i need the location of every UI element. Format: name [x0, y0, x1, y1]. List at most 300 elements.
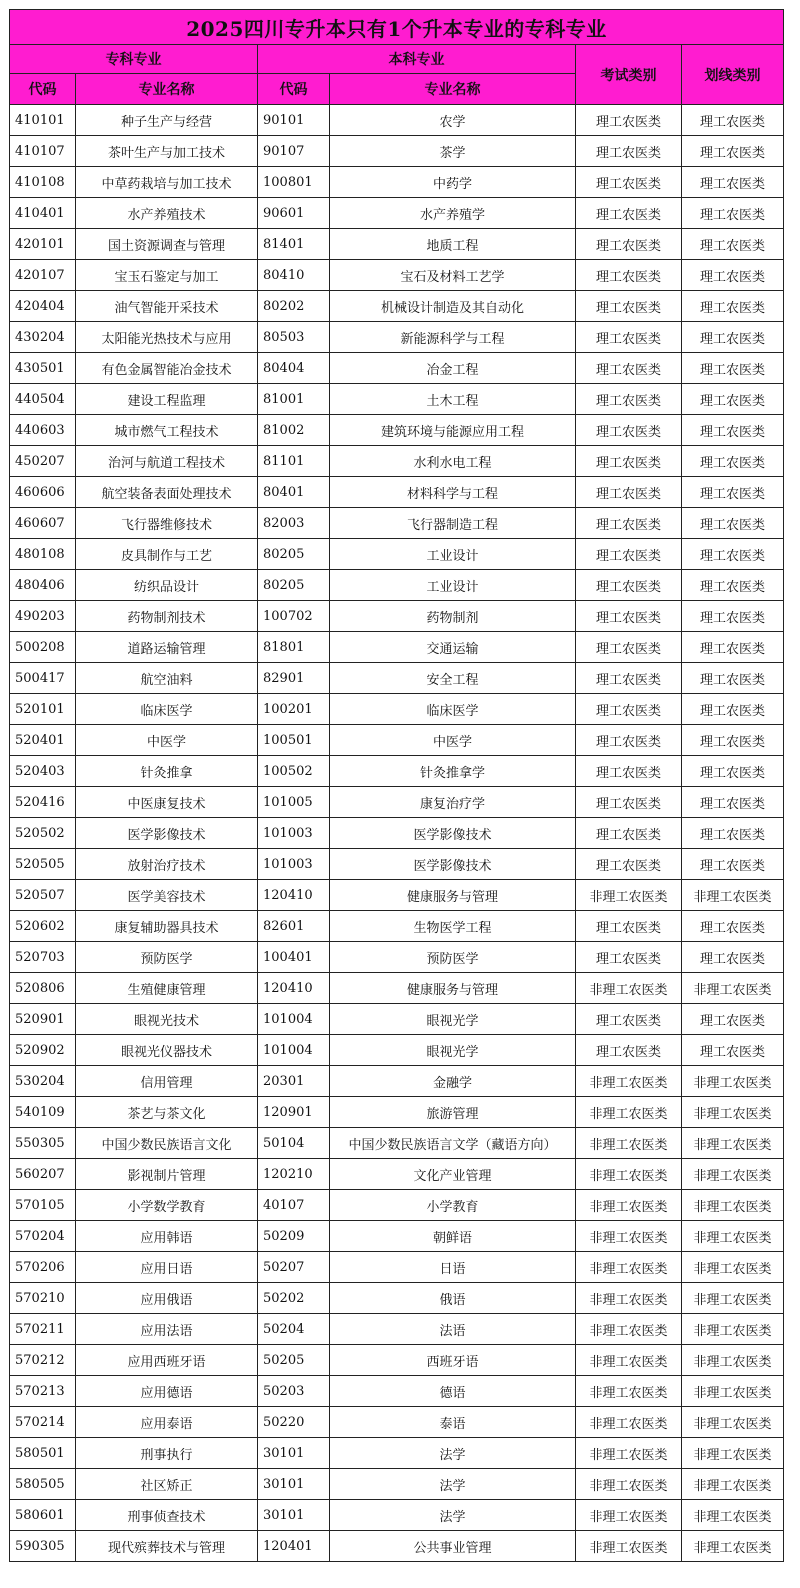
line-category-cell: 理工农医类	[682, 849, 784, 880]
benke-name-cell: 康复治疗学	[330, 787, 576, 818]
benke-name-cell: 中国少数民族语言文学（藏语方向）	[330, 1128, 576, 1159]
benke-code-cell: 120210	[258, 1159, 330, 1190]
benke-code-cell: 80202	[258, 291, 330, 322]
line-category-cell: 非理工农医类	[682, 1128, 784, 1159]
header-benke-group: 本科专业	[258, 45, 576, 74]
exam-category-cell: 理工农医类	[576, 291, 682, 322]
benke-code-cell: 82601	[258, 911, 330, 942]
zhuanke-name-cell: 航空油料	[76, 663, 258, 694]
exam-category-cell: 非理工农医类	[576, 1531, 682, 1562]
zhuanke-name-cell: 应用韩语	[76, 1221, 258, 1252]
zhuanke-name-cell: 油气智能开采技术	[76, 291, 258, 322]
zhuanke-name-cell: 中国少数民族语言文化	[76, 1128, 258, 1159]
table-row	[10, 1469, 784, 1500]
line-category-cell: 非理工农医类	[682, 1376, 784, 1407]
table-row	[10, 1221, 784, 1252]
exam-category-cell: 非理工农医类	[576, 1097, 682, 1128]
benke-name-cell: 针灸推拿学	[330, 756, 576, 787]
exam-category-cell: 理工农医类	[576, 756, 682, 787]
benke-code-cell: 101004	[258, 1004, 330, 1035]
zhuanke-code-cell: 570212	[10, 1345, 76, 1376]
exam-category-cell: 理工农医类	[576, 105, 682, 136]
zhuanke-name-cell: 应用法语	[76, 1314, 258, 1345]
table-row	[10, 322, 784, 353]
table-row	[10, 1531, 784, 1562]
zhuanke-name-cell: 治河与航道工程技术	[76, 446, 258, 477]
line-category-cell: 理工农医类	[682, 415, 784, 446]
exam-category-cell: 理工农医类	[576, 167, 682, 198]
zhuanke-code-cell: 520602	[10, 911, 76, 942]
benke-code-cell: 82003	[258, 508, 330, 539]
benke-code-cell: 40107	[258, 1190, 330, 1221]
benke-code-cell: 80404	[258, 353, 330, 384]
table-row	[10, 384, 784, 415]
line-category-cell: 理工农医类	[682, 384, 784, 415]
exam-category-cell: 理工农医类	[576, 539, 682, 570]
zhuanke-name-cell: 放射治疗技术	[76, 849, 258, 880]
table-title: 2025四川专升本只有1个升本专业的专科专业	[10, 10, 784, 45]
zhuanke-name-cell: 水产养殖技术	[76, 198, 258, 229]
line-category-cell: 非理工农医类	[682, 1221, 784, 1252]
zhuanke-code-cell: 520902	[10, 1035, 76, 1066]
zhuanke-code-cell: 520703	[10, 942, 76, 973]
zhuanke-code-cell: 520505	[10, 849, 76, 880]
line-category-cell: 理工农医类	[682, 911, 784, 942]
zhuanke-name-cell: 预防医学	[76, 942, 258, 973]
benke-name-cell: 朝鲜语	[330, 1221, 576, 1252]
zhuanke-name-cell: 生殖健康管理	[76, 973, 258, 1004]
table-row	[10, 601, 784, 632]
benke-code-cell: 82901	[258, 663, 330, 694]
benke-code-cell: 100801	[258, 167, 330, 198]
exam-category-cell: 理工农医类	[576, 136, 682, 167]
benke-name-cell: 地质工程	[330, 229, 576, 260]
table-row	[10, 1252, 784, 1283]
benke-name-cell: 交通运输	[330, 632, 576, 663]
zhuanke-code-cell: 530204	[10, 1066, 76, 1097]
table-row	[10, 167, 784, 198]
zhuanke-name-cell: 道路运输管理	[76, 632, 258, 663]
table-row	[10, 136, 784, 167]
zhuanke-code-cell: 420107	[10, 260, 76, 291]
line-category-cell: 理工农医类	[682, 818, 784, 849]
zhuanke-code-cell: 440504	[10, 384, 76, 415]
exam-category-cell: 理工农医类	[576, 260, 682, 291]
benke-name-cell: 安全工程	[330, 663, 576, 694]
benke-code-cell: 50204	[258, 1314, 330, 1345]
zhuanke-name-cell: 信用管理	[76, 1066, 258, 1097]
benke-name-cell: 德语	[330, 1376, 576, 1407]
table-row	[10, 1004, 784, 1035]
zhuanke-code-cell: 570204	[10, 1221, 76, 1252]
benke-code-cell: 50203	[258, 1376, 330, 1407]
zhuanke-code-cell: 500417	[10, 663, 76, 694]
header-zhuanke-name: 专业名称	[76, 74, 258, 105]
zhuanke-code-cell: 430204	[10, 322, 76, 353]
table-row	[10, 973, 784, 1004]
line-category-cell: 理工农医类	[682, 353, 784, 384]
zhuanke-code-cell: 550305	[10, 1128, 76, 1159]
table-row	[10, 570, 784, 601]
line-category-cell: 非理工农医类	[682, 1407, 784, 1438]
benke-code-cell: 120901	[258, 1097, 330, 1128]
benke-code-cell: 90101	[258, 105, 330, 136]
line-category-cell: 理工农医类	[682, 291, 784, 322]
exam-category-cell: 非理工农医类	[576, 1252, 682, 1283]
benke-code-cell: 50205	[258, 1345, 330, 1376]
line-category-cell: 非理工农医类	[682, 880, 784, 911]
line-category-cell: 非理工农医类	[682, 1345, 784, 1376]
line-category-cell: 非理工农医类	[682, 1531, 784, 1562]
exam-category-cell: 理工农医类	[576, 632, 682, 663]
benke-name-cell: 工业设计	[330, 570, 576, 601]
exam-category-cell: 理工农医类	[576, 446, 682, 477]
zhuanke-code-cell: 570105	[10, 1190, 76, 1221]
zhuanke-code-cell: 560207	[10, 1159, 76, 1190]
benke-name-cell: 宝石及材料工艺学	[330, 260, 576, 291]
benke-name-cell: 小学教育	[330, 1190, 576, 1221]
benke-name-cell: 土木工程	[330, 384, 576, 415]
table-row	[10, 849, 784, 880]
zhuanke-code-cell: 520403	[10, 756, 76, 787]
exam-category-cell: 非理工农医类	[576, 1221, 682, 1252]
zhuanke-code-cell: 580505	[10, 1469, 76, 1500]
exam-category-cell: 理工农医类	[576, 725, 682, 756]
zhuanke-name-cell: 针灸推拿	[76, 756, 258, 787]
zhuanke-name-cell: 应用西班牙语	[76, 1345, 258, 1376]
zhuanke-name-cell: 航空装备表面处理技术	[76, 477, 258, 508]
zhuanke-code-cell: 580601	[10, 1500, 76, 1531]
exam-category-cell: 理工农医类	[576, 415, 682, 446]
zhuanke-code-cell: 490203	[10, 601, 76, 632]
zhuanke-code-cell: 420101	[10, 229, 76, 260]
exam-category-cell: 非理工农医类	[576, 880, 682, 911]
exam-category-cell: 理工农医类	[576, 1035, 682, 1066]
exam-category-cell: 非理工农医类	[576, 1283, 682, 1314]
line-category-cell: 非理工农医类	[682, 1159, 784, 1190]
benke-name-cell: 药物制剂	[330, 601, 576, 632]
zhuanke-name-cell: 纺织品设计	[76, 570, 258, 601]
zhuanke-code-cell: 580501	[10, 1438, 76, 1469]
zhuanke-code-cell: 450207	[10, 446, 76, 477]
table-row	[10, 229, 784, 260]
line-category-cell: 非理工农医类	[682, 1066, 784, 1097]
zhuanke-code-cell: 570210	[10, 1283, 76, 1314]
benke-name-cell: 法语	[330, 1314, 576, 1345]
zhuanke-code-cell: 480108	[10, 539, 76, 570]
benke-name-cell: 西班牙语	[330, 1345, 576, 1376]
benke-code-cell: 100702	[258, 601, 330, 632]
benke-code-cell: 50207	[258, 1252, 330, 1283]
table-row	[10, 1066, 784, 1097]
benke-code-cell: 30101	[258, 1438, 330, 1469]
exam-category-cell: 理工农医类	[576, 229, 682, 260]
table-row	[10, 105, 784, 136]
zhuanke-code-cell: 520806	[10, 973, 76, 1004]
exam-category-cell: 理工农医类	[576, 477, 682, 508]
zhuanke-name-cell: 应用日语	[76, 1252, 258, 1283]
benke-code-cell: 101004	[258, 1035, 330, 1066]
zhuanke-name-cell: 国土资源调查与管理	[76, 229, 258, 260]
zhuanke-code-cell: 570206	[10, 1252, 76, 1283]
line-category-cell: 理工农医类	[682, 694, 784, 725]
zhuanke-code-cell: 520502	[10, 818, 76, 849]
table-row	[10, 911, 784, 942]
zhuanke-name-cell: 中医学	[76, 725, 258, 756]
table-row	[10, 1035, 784, 1066]
exam-category-cell: 非理工农医类	[576, 1469, 682, 1500]
line-category-cell: 非理工农医类	[682, 1097, 784, 1128]
exam-category-cell: 理工农医类	[576, 663, 682, 694]
exam-category-cell: 理工农医类	[576, 694, 682, 725]
zhuanke-name-cell: 建设工程监理	[76, 384, 258, 415]
exam-category-cell: 非理工农医类	[576, 1314, 682, 1345]
table-row	[10, 508, 784, 539]
table-row	[10, 818, 784, 849]
benke-code-cell: 90601	[258, 198, 330, 229]
benke-name-cell: 建筑环境与能源应用工程	[330, 415, 576, 446]
benke-code-cell: 50104	[258, 1128, 330, 1159]
benke-name-cell: 水利水电工程	[330, 446, 576, 477]
benke-code-cell: 100201	[258, 694, 330, 725]
line-category-cell: 理工农医类	[682, 198, 784, 229]
benke-name-cell: 中医学	[330, 725, 576, 756]
zhuanke-name-cell: 药物制剂技术	[76, 601, 258, 632]
line-category-cell: 理工农医类	[682, 167, 784, 198]
benke-code-cell: 100501	[258, 725, 330, 756]
benke-code-cell: 120410	[258, 973, 330, 1004]
table-row	[10, 446, 784, 477]
table-row	[10, 1097, 784, 1128]
zhuanke-name-cell: 应用俄语	[76, 1283, 258, 1314]
benke-code-cell: 50209	[258, 1221, 330, 1252]
zhuanke-name-cell: 茶叶生产与加工技术	[76, 136, 258, 167]
header-benke-name: 专业名称	[330, 74, 576, 105]
benke-code-cell: 120401	[258, 1531, 330, 1562]
benke-code-cell: 81001	[258, 384, 330, 415]
exam-category-cell: 理工农医类	[576, 198, 682, 229]
exam-category-cell: 非理工农医类	[576, 1066, 682, 1097]
zhuanke-code-cell: 520507	[10, 880, 76, 911]
benke-name-cell: 法学	[330, 1500, 576, 1531]
benke-name-cell: 日语	[330, 1252, 576, 1283]
zhuanke-name-cell: 现代殡葬技术与管理	[76, 1531, 258, 1562]
zhuanke-name-cell: 太阳能光热技术与应用	[76, 322, 258, 353]
zhuanke-name-cell: 有色金属智能冶金技术	[76, 353, 258, 384]
exam-category-cell: 理工农医类	[576, 570, 682, 601]
zhuanke-code-cell: 570213	[10, 1376, 76, 1407]
line-category-cell: 非理工农医类	[682, 1283, 784, 1314]
table-row	[10, 1500, 784, 1531]
benke-name-cell: 飞行器制造工程	[330, 508, 576, 539]
zhuanke-name-cell: 社区矫正	[76, 1469, 258, 1500]
benke-code-cell: 100502	[258, 756, 330, 787]
table-row	[10, 1159, 784, 1190]
zhuanke-name-cell: 种子生产与经营	[76, 105, 258, 136]
benke-name-cell: 泰语	[330, 1407, 576, 1438]
line-category-cell: 理工农医类	[682, 322, 784, 353]
exam-category-cell: 非理工农医类	[576, 1407, 682, 1438]
benke-name-cell: 农学	[330, 105, 576, 136]
exam-category-cell: 非理工农医类	[576, 973, 682, 1004]
benke-name-cell: 俄语	[330, 1283, 576, 1314]
table-row	[10, 1190, 784, 1221]
line-category-cell: 理工农医类	[682, 601, 784, 632]
benke-code-cell: 50202	[258, 1283, 330, 1314]
line-category-cell: 理工农医类	[682, 446, 784, 477]
exam-category-cell: 理工农医类	[576, 1004, 682, 1035]
zhuanke-code-cell: 520401	[10, 725, 76, 756]
benke-name-cell: 眼视光学	[330, 1004, 576, 1035]
zhuanke-code-cell: 570214	[10, 1407, 76, 1438]
benke-name-cell: 生物医学工程	[330, 911, 576, 942]
benke-code-cell: 81101	[258, 446, 330, 477]
zhuanke-name-cell: 皮具制作与工艺	[76, 539, 258, 570]
benke-code-cell: 101003	[258, 849, 330, 880]
benke-name-cell: 机械设计制造及其自动化	[330, 291, 576, 322]
header-zhuanke-code: 代码	[10, 74, 76, 105]
zhuanke-name-cell: 影视制片管理	[76, 1159, 258, 1190]
zhuanke-code-cell: 520101	[10, 694, 76, 725]
exam-category-cell: 理工农医类	[576, 849, 682, 880]
table-row	[10, 1314, 784, 1345]
benke-code-cell: 80410	[258, 260, 330, 291]
line-category-cell: 非理工农医类	[682, 1500, 784, 1531]
exam-category-cell: 非理工农医类	[576, 1128, 682, 1159]
table-row	[10, 291, 784, 322]
line-category-cell: 理工农医类	[682, 229, 784, 260]
exam-category-cell: 理工农医类	[576, 818, 682, 849]
exam-category-cell: 理工农医类	[576, 942, 682, 973]
table-body	[10, 105, 784, 1562]
zhuanke-name-cell: 刑事侦查技术	[76, 1500, 258, 1531]
document-page	[9, 9, 783, 1562]
line-category-cell: 非理工农医类	[682, 1190, 784, 1221]
benke-code-cell: 80503	[258, 322, 330, 353]
zhuanke-name-cell: 眼视光仪器技术	[76, 1035, 258, 1066]
benke-code-cell: 81401	[258, 229, 330, 260]
zhuanke-code-cell: 410107	[10, 136, 76, 167]
line-category-cell: 非理工农医类	[682, 1314, 784, 1345]
zhuanke-name-cell: 医学影像技术	[76, 818, 258, 849]
zhuanke-name-cell: 小学数学教育	[76, 1190, 258, 1221]
zhuanke-name-cell: 康复辅助器具技术	[76, 911, 258, 942]
table-row	[10, 787, 784, 818]
exam-category-cell: 非理工农医类	[576, 1159, 682, 1190]
benke-code-cell: 101005	[258, 787, 330, 818]
table-row	[10, 415, 784, 446]
benke-code-cell: 120410	[258, 880, 330, 911]
benke-name-cell: 法学	[330, 1469, 576, 1500]
line-category-cell: 理工农医类	[682, 632, 784, 663]
benke-name-cell: 健康服务与管理	[330, 880, 576, 911]
zhuanke-name-cell: 中草药栽培与加工技术	[76, 167, 258, 198]
zhuanke-name-cell: 应用泰语	[76, 1407, 258, 1438]
line-category-cell: 理工农医类	[682, 942, 784, 973]
zhuanke-name-cell: 临床医学	[76, 694, 258, 725]
exam-category-cell: 非理工农医类	[576, 1190, 682, 1221]
exam-category-cell: 非理工农医类	[576, 1345, 682, 1376]
benke-name-cell: 水产养殖学	[330, 198, 576, 229]
benke-code-cell: 80205	[258, 570, 330, 601]
header-zhuanke-group: 专科专业	[10, 45, 258, 74]
zhuanke-name-cell: 刑事执行	[76, 1438, 258, 1469]
table-row	[10, 1407, 784, 1438]
benke-name-cell: 茶学	[330, 136, 576, 167]
benke-name-cell: 工业设计	[330, 539, 576, 570]
table-row	[10, 663, 784, 694]
line-category-cell: 理工农医类	[682, 508, 784, 539]
benke-name-cell: 医学影像技术	[330, 818, 576, 849]
table-row	[10, 756, 784, 787]
zhuanke-code-cell: 460606	[10, 477, 76, 508]
benke-code-cell: 80205	[258, 539, 330, 570]
table-row	[10, 880, 784, 911]
table-row	[10, 632, 784, 663]
table-row	[10, 353, 784, 384]
zhuanke-name-cell: 眼视光技术	[76, 1004, 258, 1035]
line-category-cell: 理工农医类	[682, 105, 784, 136]
benke-name-cell: 材料科学与工程	[330, 477, 576, 508]
exam-category-cell: 理工农医类	[576, 601, 682, 632]
exam-category-cell: 非理工农医类	[576, 1500, 682, 1531]
line-category-cell: 非理工农医类	[682, 973, 784, 1004]
line-category-cell: 理工农医类	[682, 663, 784, 694]
benke-code-cell: 101003	[258, 818, 330, 849]
table-row	[10, 477, 784, 508]
line-category-cell: 理工农医类	[682, 539, 784, 570]
zhuanke-code-cell: 410108	[10, 167, 76, 198]
table-row	[10, 725, 784, 756]
zhuanke-code-cell: 440603	[10, 415, 76, 446]
table-row	[10, 1376, 784, 1407]
zhuanke-code-cell: 420404	[10, 291, 76, 322]
exam-category-cell: 理工农医类	[576, 353, 682, 384]
header-benke-code: 代码	[258, 74, 330, 105]
line-category-cell: 理工农医类	[682, 570, 784, 601]
benke-name-cell: 中药学	[330, 167, 576, 198]
benke-name-cell: 公共事业管理	[330, 1531, 576, 1562]
benke-name-cell: 金融学	[330, 1066, 576, 1097]
line-category-cell: 理工农医类	[682, 260, 784, 291]
benke-code-cell: 30101	[258, 1500, 330, 1531]
zhuanke-name-cell: 飞行器维修技术	[76, 508, 258, 539]
benke-code-cell: 20301	[258, 1066, 330, 1097]
exam-category-cell: 理工农医类	[576, 322, 682, 353]
zhuanke-code-cell: 430501	[10, 353, 76, 384]
benke-code-cell: 100401	[258, 942, 330, 973]
benke-name-cell: 医学影像技术	[330, 849, 576, 880]
benke-name-cell: 临床医学	[330, 694, 576, 725]
table-row	[10, 694, 784, 725]
zhuanke-code-cell: 480406	[10, 570, 76, 601]
benke-code-cell: 90107	[258, 136, 330, 167]
table-row	[10, 198, 784, 229]
header-line-category: 划线类别	[682, 45, 784, 105]
benke-name-cell: 文化产业管理	[330, 1159, 576, 1190]
zhuanke-code-cell: 410101	[10, 105, 76, 136]
exam-category-cell: 非理工农医类	[576, 1438, 682, 1469]
zhuanke-code-cell: 590305	[10, 1531, 76, 1562]
line-category-cell: 理工农医类	[682, 725, 784, 756]
zhuanke-name-cell: 中医康复技术	[76, 787, 258, 818]
exam-category-cell: 理工农医类	[576, 787, 682, 818]
zhuanke-code-cell: 410401	[10, 198, 76, 229]
exam-category-cell: 非理工农医类	[576, 1376, 682, 1407]
zhuanke-name-cell: 城市燃气工程技术	[76, 415, 258, 446]
line-category-cell: 理工农医类	[682, 756, 784, 787]
line-category-cell: 理工农医类	[682, 787, 784, 818]
